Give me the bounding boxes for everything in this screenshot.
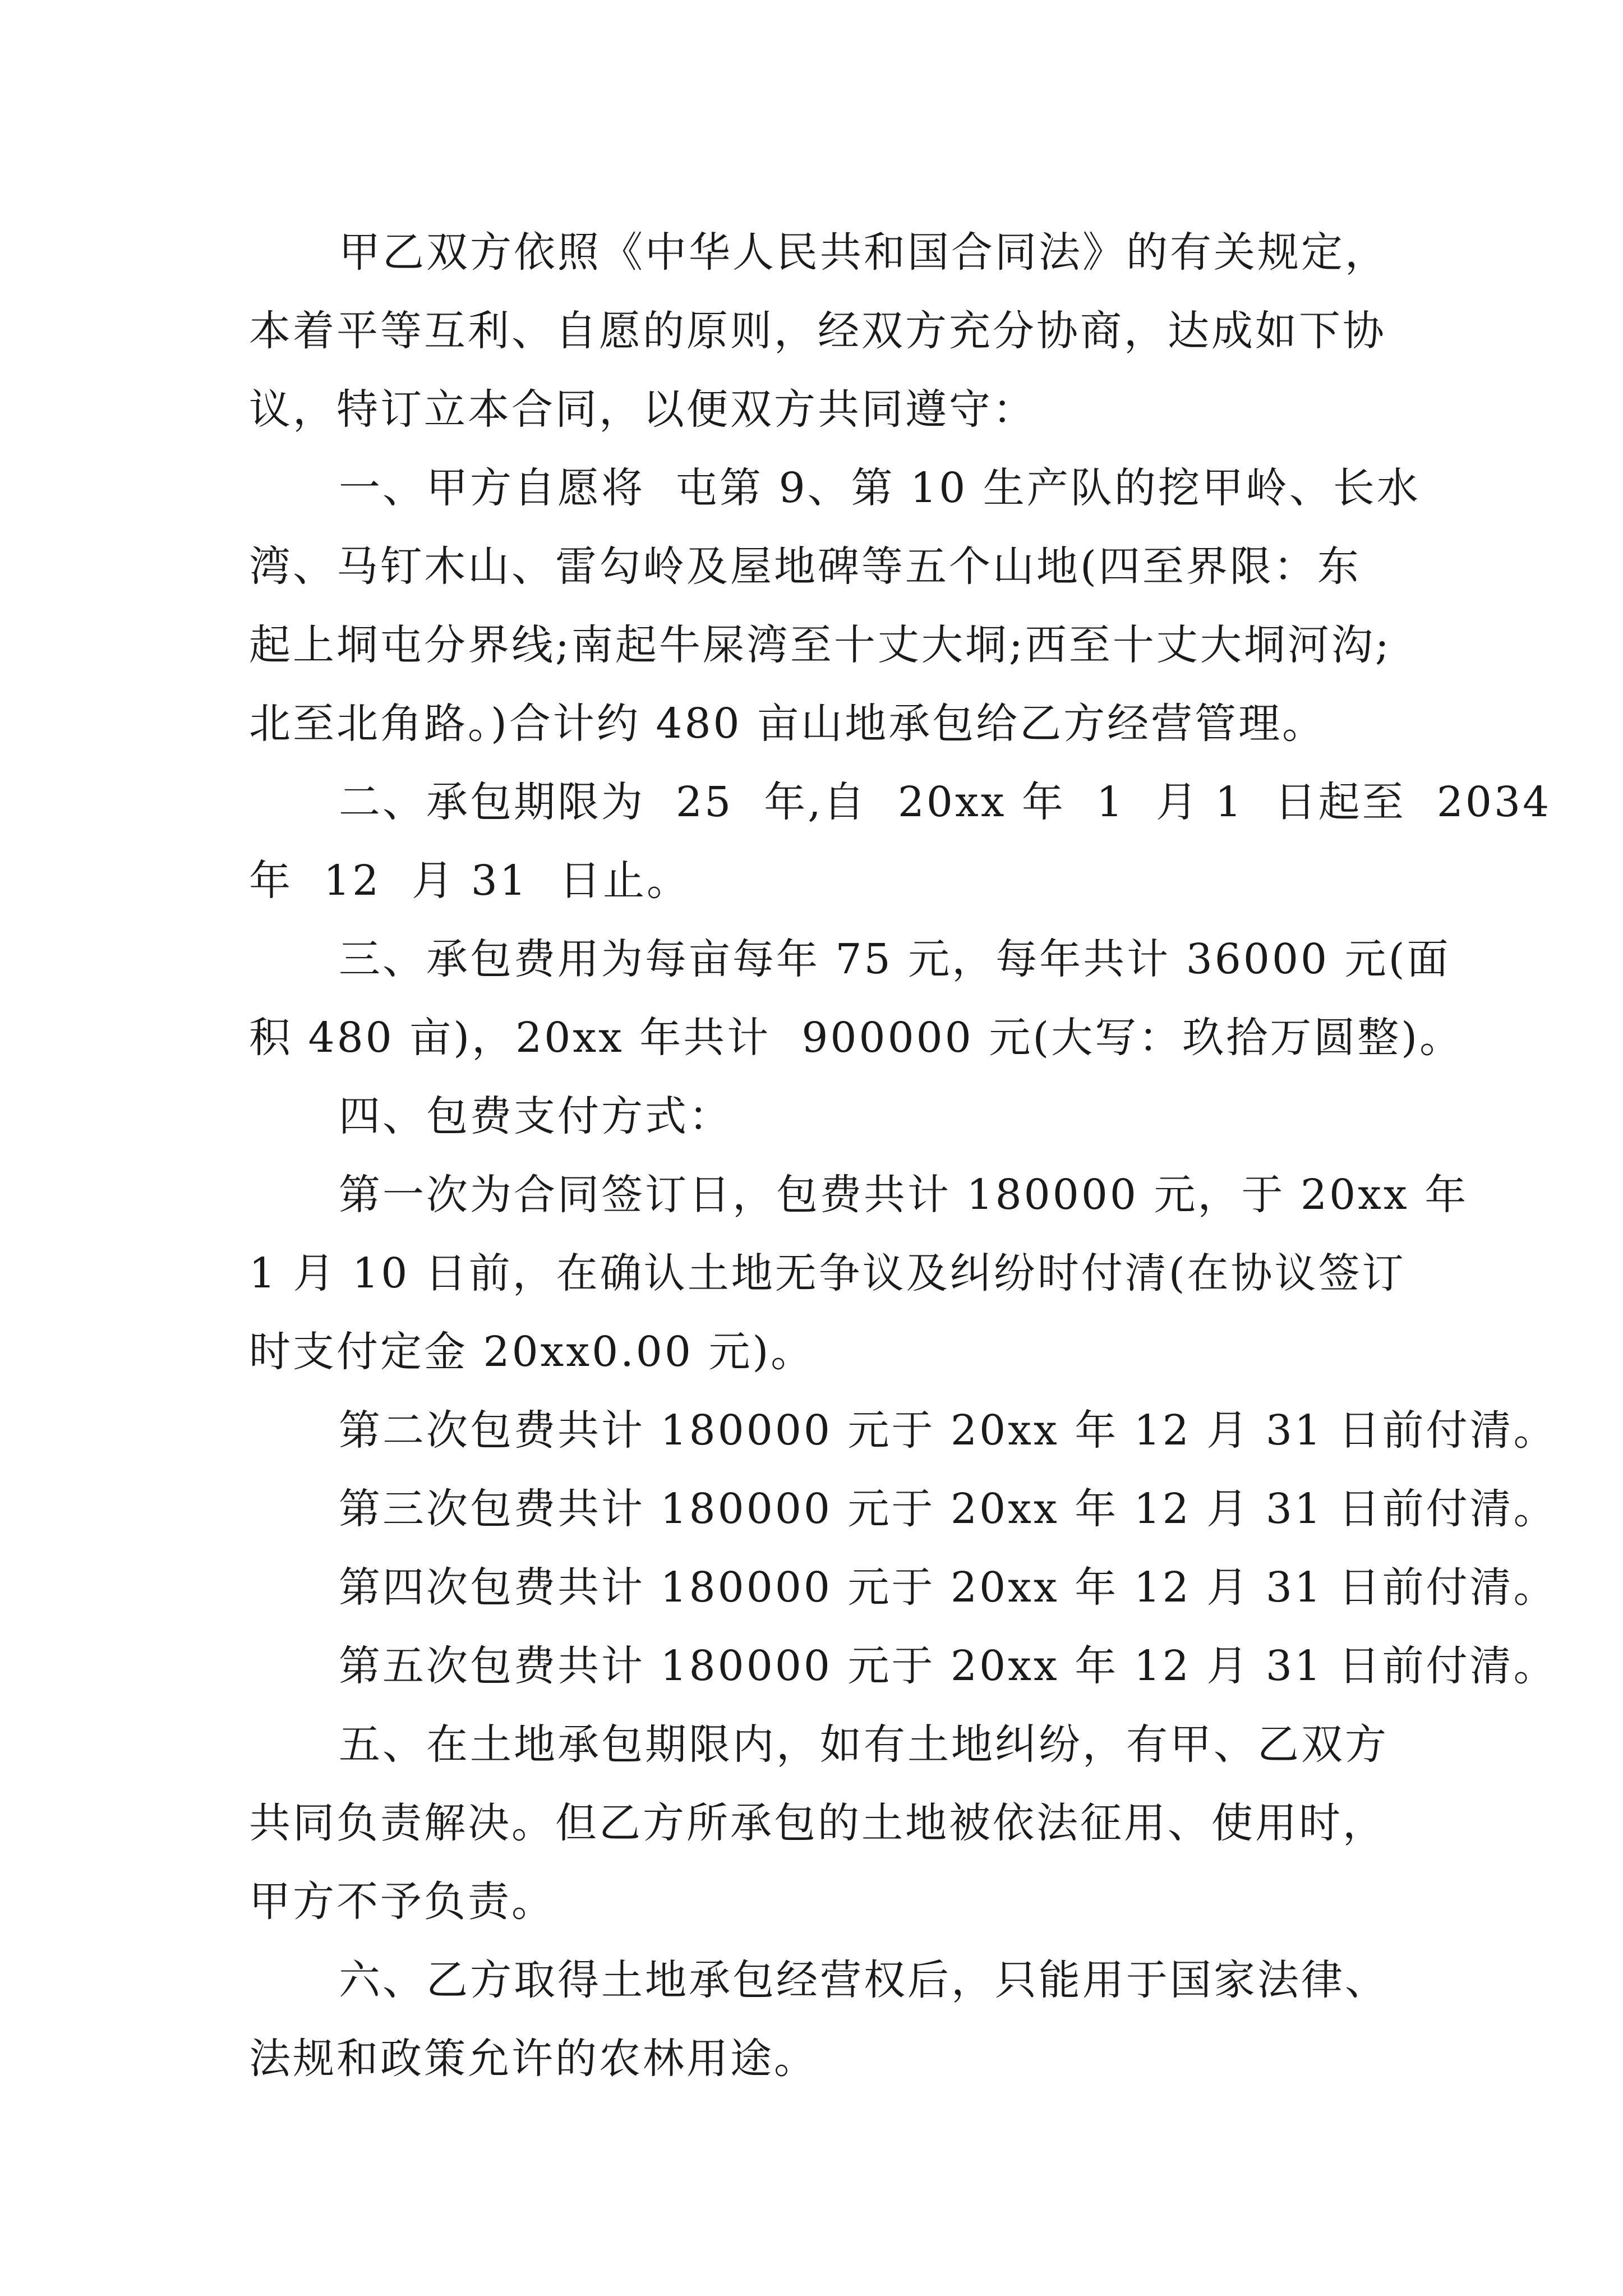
text-line: 第二次包费共计 180000 元于 20xx 年 12 月 31 日前付清。 — [339, 1406, 1557, 1455]
contract-body — [249, 213, 1557, 2098]
paragraph-clause-5 — [249, 1705, 1389, 1941]
paragraph-payment-1 — [249, 1156, 1469, 1391]
paragraph-clause-2 — [249, 763, 1552, 920]
text-line: 六、乙方取得土地承包经营权后，只能用于国家法律、 — [339, 1956, 1389, 2004]
text-line: 共同负责解决。但乙方所承包的土地被依法征用、使用时， — [249, 1799, 1386, 1847]
text-line: 第四次包费共计 180000 元于 20xx 年 12 月 31 日前付清。 — [339, 1563, 1557, 1612]
paragraph-payment-5 — [249, 1627, 1557, 1705]
text-line: 二、承包期限为 25 年,自 20xx 年 1 月 1 日起至 2034 — [339, 778, 1552, 826]
text-line: 甲乙双方依照《中华人民共和国合同法》的有关规定， — [339, 228, 1389, 277]
text-line: 第一次为合同签订日，包费共计 180000 元，于 20xx 年 — [339, 1171, 1469, 1219]
text-line: 北至北角路。)合计约 480 亩山地承包给乙方经营管理。 — [249, 700, 1326, 748]
text-line: 一、甲方自愿将 屯第 9、第 10 生产队的挖甲岭、长水 — [339, 464, 1421, 512]
paragraph-clause-6 — [249, 1941, 1389, 2098]
text-line: 甲方不予负责。 — [249, 1878, 555, 1926]
text-line: 议，特订立本合同，以便双方共同遵守： — [249, 385, 1036, 434]
paragraph-preamble — [249, 213, 1389, 449]
text-line: 法规和政策允许的农林用途。 — [249, 2035, 818, 2083]
text-line: 第五次包费共计 180000 元于 20xx 年 12 月 31 日前付清。 — [339, 1642, 1557, 1690]
text-line: 五、在土地承包期限内，如有土地纠纷，有甲、乙双方 — [339, 1720, 1389, 1769]
text-line: 年 12 月 31 日止。 — [249, 857, 690, 905]
text-line: 时支付定金 20xx0.00 元)。 — [249, 1328, 815, 1376]
text-line: 起上垌屯分界线;南起牛屎湾至十丈大垌;西至十丈大垌河沟; — [249, 621, 1391, 669]
text-line: 三、承包费用为每亩每年 75 元，每年共计 36000 元(面 — [339, 935, 1451, 983]
paragraph-clause-1 — [249, 449, 1421, 763]
text-line: 积 480 亩)，20xx 年共计 900000 元(大写：玖拾万圆整)。 — [249, 1014, 1464, 1062]
paragraph-payment-2 — [249, 1391, 1557, 1470]
text-line: 第三次包费共计 180000 元于 20xx 年 12 月 31 日前付清。 — [339, 1485, 1557, 1533]
text-line: 湾、马钉木山、雷勾岭及屋地碑等五个山地(四至界限：东 — [249, 542, 1361, 591]
text-line: 本着平等互利、自愿的原则，经双方充分协商，达成如下协 — [249, 307, 1386, 355]
text-line: 四、包费支付方式： — [339, 1092, 732, 1140]
paragraph-payment-4 — [249, 1548, 1557, 1627]
paragraph-clause-3 — [249, 920, 1464, 1077]
text-line: 1 月 10 日前，在确认土地无争议及纠纷时付清(在协议签订 — [249, 1249, 1406, 1297]
paragraph-payment-3 — [249, 1470, 1557, 1548]
paragraph-clause-4 — [249, 1077, 1382, 1156]
